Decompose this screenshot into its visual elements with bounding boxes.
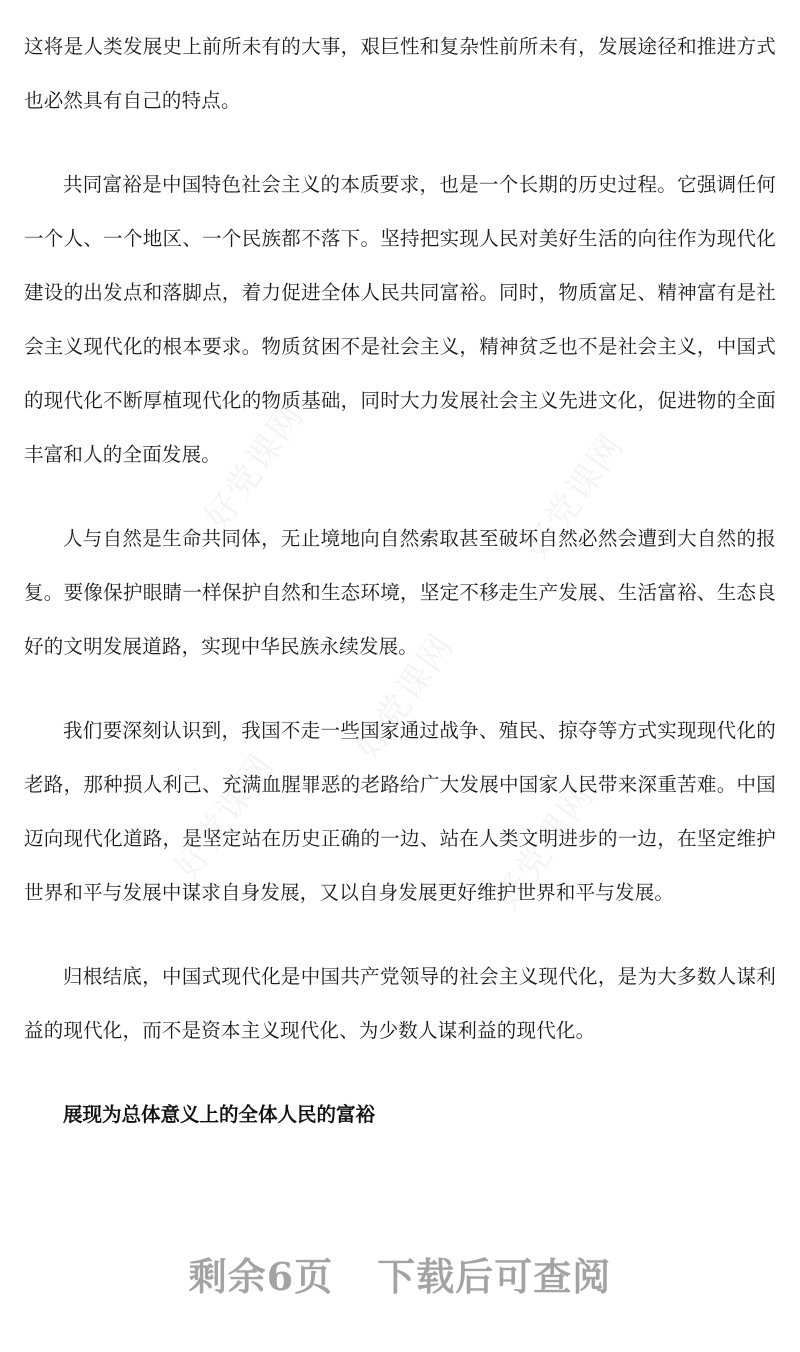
document-body: [24, 0, 776, 1142]
paragraph: 归根结底，中国式现代化是中国共产党领导的社会主义现代化，是为大多数人谋利益的现代化，而不是资本主义现代化、为少数人谋利益的现代化。: [24, 965, 776, 1042]
paragraph: 我们要深刻认识到，我国不走一些国家通过战争、殖民、掠夺等方式实现现代化的老路，那种损人利己、充满血腥罪恶的老路给广大发展中国家人民带来深重苦难。中国迈向现代化道路，是坚定站在历史正确的一边、站在人类文明进步的一边，在坚定维护世界和平与发展中谋求自身发展，又以自身发展更好维护世界和平与发展。: [24, 719, 776, 904]
watermark: 好党课网: [197, 396, 313, 537]
watermark: 好党课网: [347, 626, 463, 767]
remaining-pages-label: 剩余6页: [188, 1254, 334, 1299]
watermark: 好党课网: [487, 776, 603, 917]
section-heading: 展现为总体意义上的全体人民的富裕: [63, 1103, 376, 1126]
download-prompt-label[interactable]: 下载后可查阅: [377, 1254, 612, 1299]
watermark: 好党课网: [167, 746, 283, 887]
watermark: 好党课网: [517, 426, 633, 567]
paragraph: 这将是人类发展史上前所未有的大事，艰巨性和复杂性前所未有，发展途径和推进方式也必然具有自己的特点。: [24, 35, 776, 112]
paragraph: 人与自然是生命共同体，无止境地向自然索取甚至破坏自然必然会遭到大自然的报复。要像保护眼睛一样保护自然和生态环境，坚定不移走生产发展、生活富裕、生态良好的文明发展道路，实现中华民族永续发展。: [24, 527, 776, 658]
download-to-read-more-banner[interactable]: [0, 1246, 800, 1301]
paragraph: 共同富裕是中国特色社会主义的本质要求，也是一个长期的历史过程。它强调任何一个人、一个地区、一个民族都不落下。坚持把实现人民对美好生活的向往作为现代化建设的出发点和落脚点，着力促进全体人民共同富裕。同时，物质富足、精神富有是社会主义现代化的根本要求。物质贫困不是社会主义，精神贫乏也不是社会主义，中国式的现代化不断厚植现代化的物质基础，同时大力发展社会主义先进文化，促进物的全面丰富和人的全面发展。: [24, 173, 776, 466]
